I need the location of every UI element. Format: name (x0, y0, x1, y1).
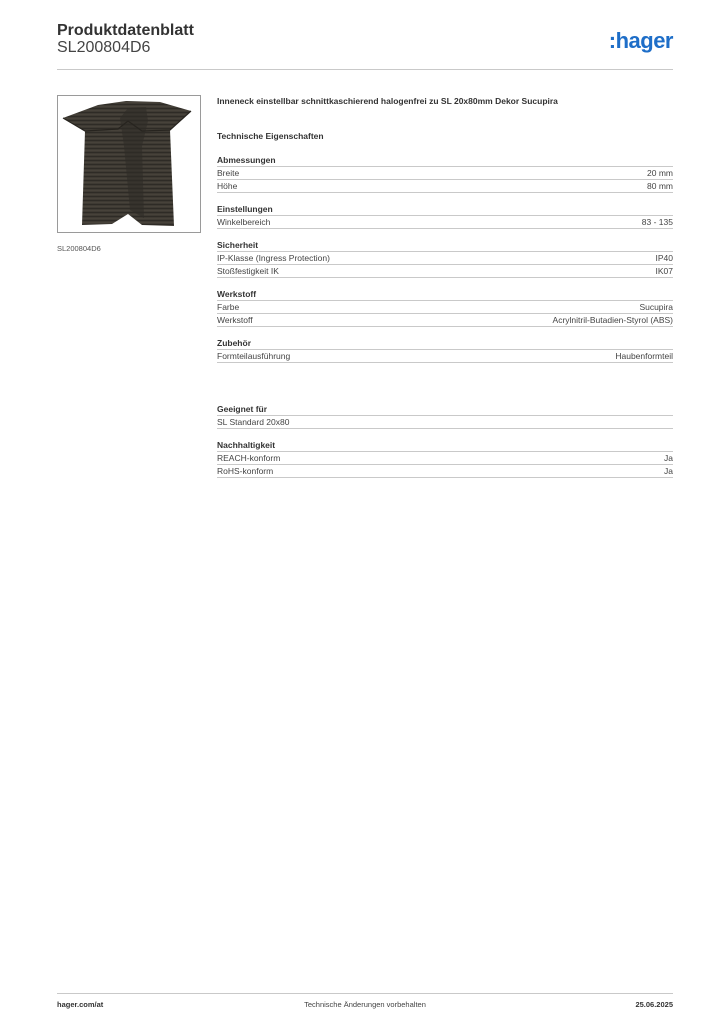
spec-row (217, 350, 673, 363)
section-sustainability (217, 440, 673, 478)
spec-label: Formteilausführung (217, 351, 291, 361)
spec-label: RoHS-konform (217, 466, 274, 476)
spec-row (217, 452, 673, 465)
section-title: Geeignet für (217, 404, 673, 416)
spec-content (217, 96, 673, 478)
spec-label: REACH-konform (217, 453, 281, 463)
spec-value: Haubenformteil (615, 351, 673, 361)
spec-label: Höhe (217, 181, 238, 191)
section-settings (217, 204, 673, 229)
footer-notice: Technische Änderungen vorbehalten (304, 1000, 426, 1009)
section-title: Sicherheit (217, 240, 673, 252)
spec-row (217, 252, 673, 265)
spec-label: Werkstoff (217, 315, 253, 325)
spec-value: 80 mm (647, 181, 673, 191)
section-title: Nachhaltigkeit (217, 440, 673, 452)
spec-value: Ja (664, 466, 673, 476)
spec-row (217, 265, 673, 278)
spec-label: SL Standard 20x80 (217, 417, 290, 427)
footer-website-link[interactable]: hager.com/at (57, 1000, 104, 1009)
product-image (57, 95, 201, 233)
spec-row (217, 167, 673, 180)
corner-piece-illustration (58, 96, 200, 232)
spec-row (217, 180, 673, 193)
page-header (57, 20, 673, 70)
tech-properties-heading: Technische Eigenschaften (217, 131, 324, 141)
footer-date: 25.06.2025 (635, 1000, 673, 1009)
spec-label: Breite (217, 168, 240, 178)
spec-value: 20 mm (647, 168, 673, 178)
section-dimensions (217, 155, 673, 193)
document-title: Produktdatenblatt (57, 22, 194, 39)
spec-value: 83 - 135 (641, 217, 673, 227)
spec-label: Stoßfestigkeit IK (217, 266, 279, 276)
section-title: Werkstoff (217, 289, 673, 301)
spec-value: Sucupira (639, 302, 673, 312)
spec-value: Ja (664, 453, 673, 463)
section-safety (217, 240, 673, 278)
page-footer (57, 993, 673, 1014)
image-caption: SL200804D6 (57, 244, 101, 253)
product-sku: SL200804D6 (57, 39, 151, 56)
spec-label: Farbe (217, 302, 240, 312)
section-title: Abmessungen (217, 155, 673, 167)
spec-label: IP-Klasse (Ingress Protection) (217, 253, 330, 263)
spec-value: IP40 (655, 253, 673, 263)
section-title: Einstellungen (217, 204, 673, 216)
section-title: Zubehör (217, 338, 673, 350)
spec-row (217, 216, 673, 229)
spec-row (217, 301, 673, 314)
section-material (217, 289, 673, 327)
spec-value: IK07 (655, 266, 673, 276)
spec-row (217, 314, 673, 327)
hager-logo: :hager (608, 28, 673, 53)
spec-row (217, 416, 673, 429)
spec-value: Acrylnitril-Butadien-Styrol (ABS) (552, 315, 673, 325)
section-accessories (217, 338, 673, 363)
spec-label: Winkelbereich (217, 217, 271, 227)
spec-row (217, 465, 673, 478)
section-suitable-for (217, 404, 673, 429)
product-description: Inneneck einstellbar schnittkaschierend halogenfrei zu SL 20x80mm Dekor Sucupira (217, 96, 558, 106)
